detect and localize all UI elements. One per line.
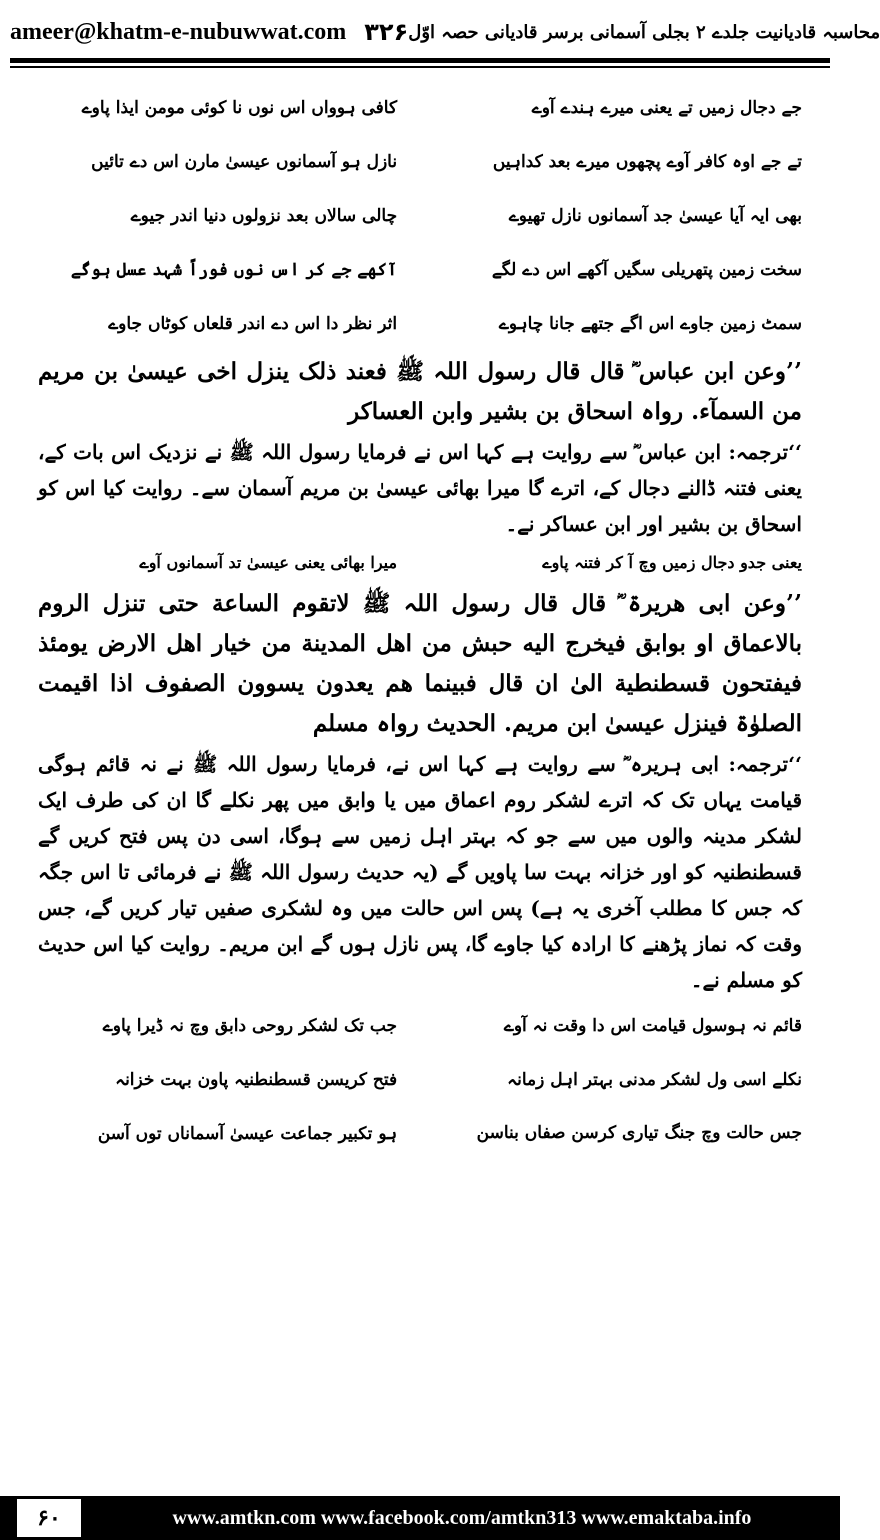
hadith-2-arabic: ’’وعن ابی ھریرۃ ؓ قال قال رسول اللہ ﷺ لاتقوم الساعة حتی تنزل الروم بالاعماق او بوابق فیخرج الیه حبش من اھل المدینة من خیار اھل الارض یومئذ فیفتحون قسطنطیة الیٰ ان قال فبینما ھم یعدون یسوون الصفوف اذا اقیمت الصلوٰۃ فینزل عیسیٰ ابن مریم. الحدیث رواہ مسلم	[38, 590, 802, 737]
verse-right: سخت زمین پتھریلی سگیں آکھے اس دے لگے	[491, 259, 802, 280]
couplet	[38, 998, 802, 1052]
header-email: ameer@khatm-e-nubuwwat.com	[10, 18, 347, 45]
verse-right: جس حالت وچ جنگ تیاری کرسن صفاں بناسن	[476, 1123, 802, 1143]
verse-right: تے جے اوہ کافر آوے پچھوں میرے بعد کداہیں	[492, 151, 802, 172]
header-page-number: ۳۲۶	[364, 18, 409, 46]
page-footer	[0, 1496, 840, 1540]
couplet	[38, 134, 802, 188]
couplet	[38, 80, 802, 134]
verse-right: جے دجال زمیں تے یعنی میرے ہندے آوے	[531, 97, 802, 118]
verse-right: یعنی جدو دجال زمیں وچ آ کر فتنہ پاوے	[542, 552, 802, 572]
header-rule-thin	[10, 66, 830, 68]
verse-left: اثر نظر دا اس دے اندر قلعاں کوٹاں جاوے	[108, 313, 398, 334]
footer-links: www.amtkn.com www.facebook.com/amtkn313 www.emaktaba.info	[172, 1506, 752, 1529]
footer-page-number: ۶۰	[14, 1496, 84, 1540]
couplet	[38, 1106, 802, 1160]
hadith-1-arabic: ’’وعن ابن عباس ؓ قال قال رسول اللہ ﷺ فعند ذلک ینزل اخی عیسیٰ بن مریم من السمآء. رواہ اسحاق بن بشیر وابن العساکر	[38, 358, 802, 425]
header-title: محاسبہ قادیانیت جلدے ۲ بجلی آسمانی برسر قادیانی حصہ اوّل	[408, 21, 880, 43]
couplet	[38, 296, 802, 350]
page-header	[10, 8, 880, 56]
hadith-2-translation: ‘‘ترجمہ: ابی ہریرہ ؓ سے روایت ہے کہا اس نے، فرمایا رسول اللہ ﷺ نے نہ قائم ہوگی قیامت یہاں تک کہ اترے لشکر روم اعماق میں یا وابق میں پھر نکلے گا ان کی طرف ایک لشکر مدینہ والوں میں سے جو کہ بہتر اہل زمیں سے ہوگا، اسی دن پس فتح کریں گے قسطنطنیہ کو اور خزانہ بہت سا پاویں گے (یہ حدیث رسول اللہ ﷺ نے فرمائی تا اس جگہ کہ جس کا مطلب آخری یہ ہے) پس اس حالت میں وہ لشکری صفیں تیار کریں گے، جس وقت کہ نماز پڑھنے کا ارادہ کیا جاوے گا، پس نازل ہوں گے ابن مریم۔ روایت کیا اس حدیث کو مسلم نے۔	[38, 752, 802, 992]
verse-right: بھی ایہ آیا عیسیٰ جد آسمانوں نازل تھیوے	[508, 205, 802, 226]
verse-left: آکھے جے کر اس نوں فوراً شہد عسل ہوگے	[70, 259, 398, 280]
verse-right: نکلے اسی ول لشکر مدنی بہتر اہل زمانہ	[507, 1069, 802, 1090]
verse-left: جب تک لشکر روحی دابق وچ نہ ڈیرا پاوے	[102, 1015, 398, 1036]
verse-left: ہو تکبیر جماعت عیسیٰ آسماناں توں آسن	[97, 1123, 398, 1144]
verse-left: نازل ہو آسمانوں عیسیٰ مارن اس دے تائیں	[91, 151, 398, 172]
verse-right: سمٹ زمین جاوے اس اگے جتھے جانا چاہوے	[498, 313, 802, 334]
poem-top	[38, 80, 802, 350]
hadith-1-translation: ‘‘ترجمہ: ابن عباس ؓ سے روایت ہے کہا اس نے فرمایا رسول اللہ ﷺ نے نزدیک اس بات کے، یعنی فتنہ ڈالنے دجال کے، اترے گا میرا بھائی عیسیٰ بن مریم آسمان سے۔ روایت کیا اس کو اسحاق بن بشیر اور ابن عساکر نے۔	[38, 440, 802, 536]
poem-bottom	[38, 998, 802, 1160]
verse-right: قائم نہ ہوسول قیامت اس دا وقت نہ آوے	[503, 1015, 802, 1036]
verse-left: کافی ہوواں اس نوں نا کوئی مومن ایذا پاوے	[81, 97, 398, 118]
header-rule-thick	[10, 58, 830, 63]
couplet-mid	[38, 542, 802, 582]
couplet	[38, 188, 802, 242]
verse-left: چالی سالاں بعد نزولوں دنیا اندر جیوے	[130, 205, 398, 226]
page-content	[38, 80, 802, 1488]
verse-left: فتح کریسن قسطنطنیہ پاون بہت خزانہ	[115, 1069, 398, 1090]
couplet	[38, 1052, 802, 1106]
header-left	[10, 18, 408, 46]
couplet	[38, 242, 802, 296]
verse-left: میرا بھائی یعنی عیسیٰ تد آسمانوں آوے	[139, 552, 398, 572]
